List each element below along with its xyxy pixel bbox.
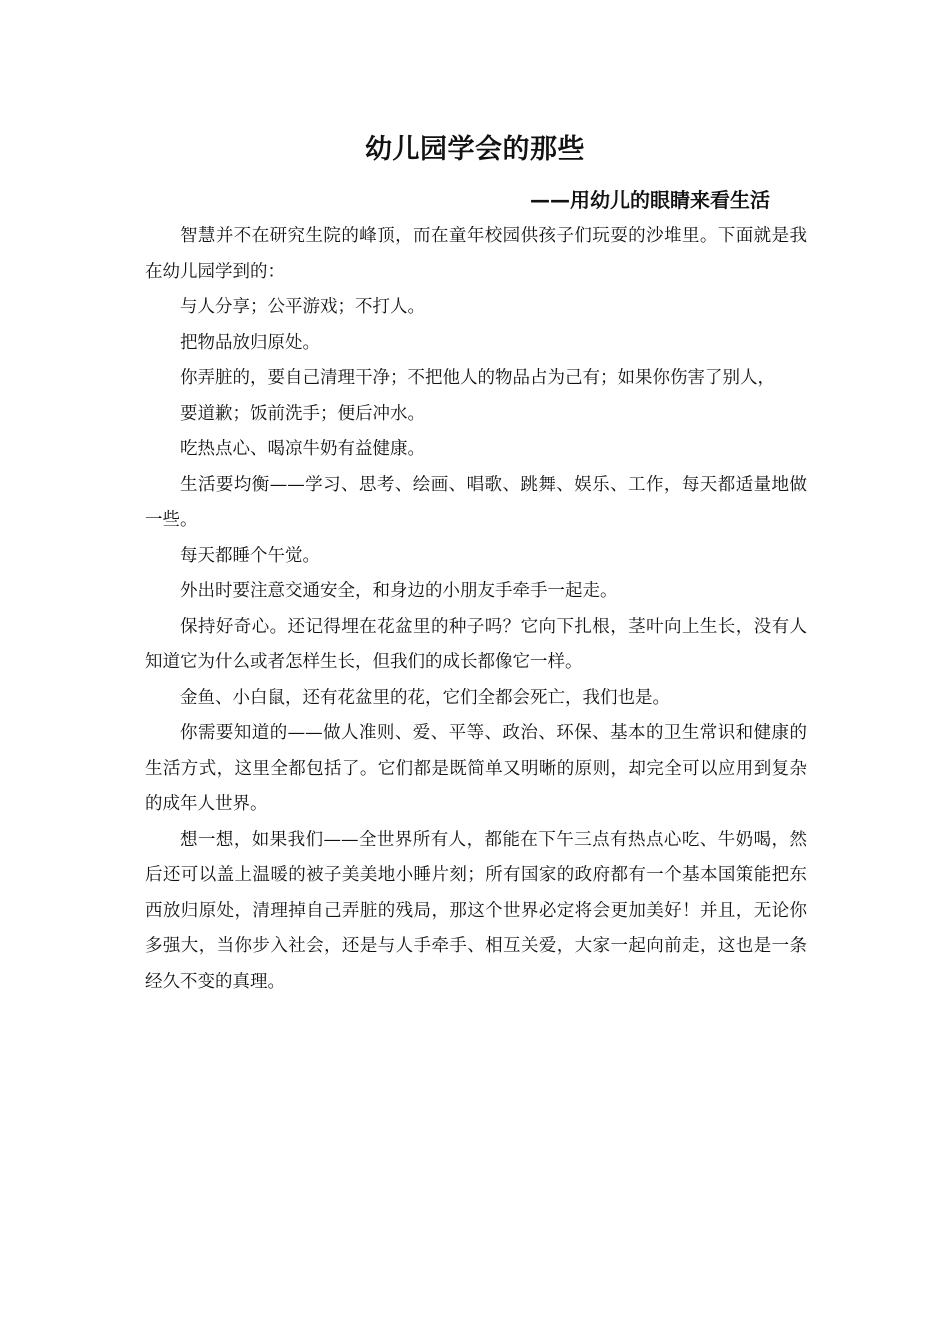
paragraph: 吃热点心、喝凉牛奶有益健康。 [180, 439, 425, 459]
document-title: 幼儿园学会的那些 [365, 134, 585, 165]
document-subtitle: ——用幼儿的眼睛来看生活 [530, 188, 770, 212]
paragraph: 智慧并不在研究生院的峰顶，而在童年校园供孩子们玩耍的沙堆里。下面就是我在幼儿园学到的： [145, 226, 807, 282]
paragraph: 与人分享；公平游戏；不打人。 [180, 297, 425, 317]
paragraph: 每天都睡个午觉。 [180, 545, 320, 566]
paragraph: 生活要均衡——学习、思考、绘画、唱歌、跳舞、娱乐、工作，每天都适量地做一些。 [145, 474, 807, 530]
paragraph: 想一想，如果我们——全世界所有人，都能在下午三点有热点心吃、牛奶喝，然后还可以盖上温暖的被子美美地小睡片刻；所有国家的政府都有一个基本国策能把东西放归原处，清理掉自己弄脏的残局，那这个世界必定将会更加美好！并且，无论你多强大，当你步入社会，还是与人手牵手、相互关爱，大家一起向前走，这也是一条经久不变的真理。 [145, 829, 807, 992]
paragraph: 你弄脏的，要自己清理干净；不把他人的物品占为己有；如果你伤害了别人， [180, 368, 775, 388]
paragraph: 保持好奇心。还记得埋在花盆里的种子吗？它向下扎根，茎叶向上生长，没有人知道它为什么或者怎样生长，但我们的成长都像它一样。 [145, 616, 807, 672]
paragraph: 把物品放归原处。 [180, 332, 320, 353]
paragraph: 你需要知道的——做人准则、爱、平等、政治、环保、基本的卫生常识和健康的生活方式，这里全都包括了。它们都是既简单又明晰的原则，却完全可以应用到复杂的成年人世界。 [145, 723, 807, 814]
document-body [145, 219, 807, 1000]
paragraph: 要道歉；饭前洗手；便后冲水。 [180, 403, 425, 424]
paragraph: 外出时要注意交通安全，和身边的小朋友手牵手一起走。 [180, 581, 618, 601]
paragraph: 金鱼、小白鼠，还有花盆里的花，它们全都会死亡，我们也是。 [180, 687, 670, 708]
